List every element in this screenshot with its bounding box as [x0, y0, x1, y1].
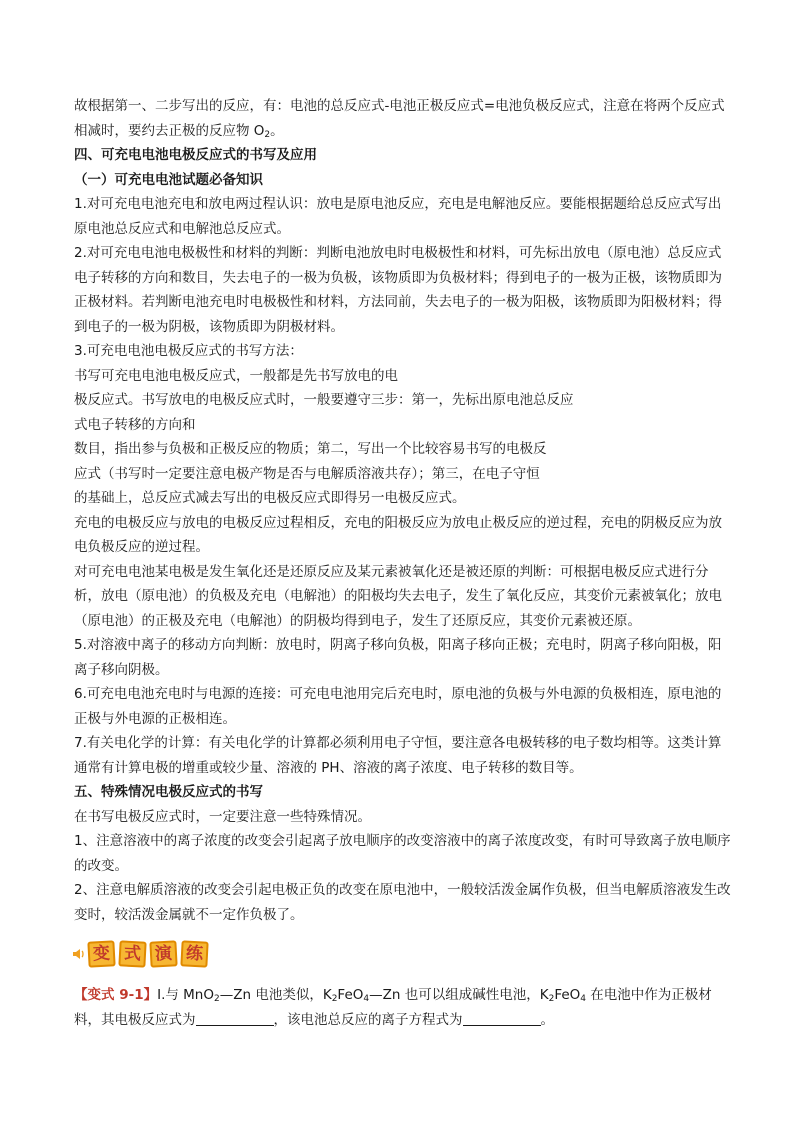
banner-char: 变	[87, 940, 115, 967]
paragraph-4-3-line: 应式（书写时一定要注意电极产物是否与电解质溶液共存）；第三，在电子守恒	[74, 465, 540, 482]
paragraph-4-3-line: 的基础上，总反应式减去写出的电极反应式即得另一电极反应式。	[74, 490, 466, 506]
exercise-question: 【变式 9-1】Ⅰ.与 MnO$_2$—Zn 电池类似，$K_2FeO_4—Zn$ 也可以组成碱性电池，$K_2FeO_4$ 在电池中作为正极材料，其电极反应式为 ，该电池总反应的离子方程式为 。	[74, 987, 712, 1028]
section-4-subheading: （一）可充电电池试题必备知识	[74, 171, 263, 188]
paragraph-4-3-line: 极反应式。书写放电的电极反应式时，一般要遵守三步：第一，先标出原电池总反应式电子转移的方向和	[74, 392, 574, 433]
paragraph-4-3-body	[74, 364, 734, 511]
answer-blank-ionic-equation[interactable]	[463, 1011, 541, 1026]
paragraph-intro: 故根据第一、二步写出的反应，有：电池的总反应式-电池正极反应式=电池负极反应式，注意在将两个反应式相减时，要约去正极的反应物 $O_2$。	[74, 98, 725, 140]
paragraph-4-1: 1.对可充电电池充电和放电两过程认识：放电是原电池反应，充电是电解池反应。要能根据题给总反应式写出原电池总反应式和电解池总反应式。	[74, 196, 722, 237]
banner-char: 练	[180, 940, 208, 967]
document-content	[74, 94, 734, 1032]
section-4-heading: 四、可充电电池电极反应式的书写及应用	[74, 147, 317, 163]
paragraph-4-4: 充电的电极反应与放电的电极反应过程相反，充电的阳极反应为放电止极反应的逆过程，充电的阴极反应为放电负极反应的逆过程。	[74, 514, 722, 555]
section-5-heading: 五、特殊情况电极反应式的书写	[74, 784, 263, 800]
banner-char: 演	[149, 940, 177, 967]
paragraph-4-3-line: 数目，指出参与负极和正极反应的物质；第二，写出一个比较容易书写的电极反	[74, 441, 547, 457]
paragraph-4-6: 5.对溶液中离子的移动方向判断：放电时，阴离子移向负极，阳离子移向正极；充电时，阴离子移向阳极，阳离子移向阴极。	[74, 637, 722, 678]
paragraph-4-2: 2.对可充电电池电极极性和材料的判断：判断电池放电时电极极性和材料，可先标出放电（原电池）总反应式电子转移的方向和数目，失去电子的一极为负极，该物质即为负极材料；得到电子的一极为正极，该物质即为正极材料。若判断电池充电时电极极性和材料，方法同前，失去电子的一极为阳极，该物质即为阳极材料；得到电子的一极为阴极，该物质即为阴极材料。	[74, 245, 722, 335]
paragraph-4-7: 6.可充电电池充电时与电源的连接：可充电电池用完后充电时，原电池的负极与外电源的负极相连，原电池的正极与外电源的正极相连。	[74, 686, 722, 727]
answer-blank-electrode[interactable]	[196, 1011, 274, 1026]
paragraph-4-3-line: 书写可充电电池电极反应式，一般都是先书写放电的电	[74, 367, 398, 384]
banner-char: 式	[118, 940, 146, 967]
exercise-banner	[74, 941, 734, 973]
paragraph-5-2: 1、注意溶液中的离子浓度的改变会引起离子放电顺序的改变溶液中的离子浓度改变，有时可导致离子放电顺序的改变。	[74, 833, 731, 874]
banner-tiles	[88, 941, 212, 967]
paragraph-5-1: 在书写电极反应式时，一定要注意一些特殊情况。	[74, 808, 371, 825]
paragraph-4-5: 对可充电电池某电极是发生氧化还是还原反应及某元素被氧化还是被还原的判断：可根据电极反应式进行分析，放电（原电池）的负极及充电（电解池）的阳极均失去电子，发生了氧化反应，其变价元素被氧化；放电（原电池）的正极及充电（电解池）的阴极均得到电子，发生了还原反应，其变价元素被还原。	[74, 563, 722, 629]
paragraph-5-3: 2、注意电解质溶液的改变会引起电极正负的改变在原电池中，一般较活泼金属作负极，但当电解质溶液发生改变时，较活泼金属就不一定作负极了。	[74, 882, 731, 923]
speaker-icon	[72, 945, 86, 970]
paragraph-4-8: 7.有关电化学的计算：有关电化学的计算都必须利用电子守恒，要注意各电极转移的电子数均相等。这类计算通常有计算电极的增重或较少量、溶液的 PH、溶液的离子浓度、电子转移的数目等。	[74, 735, 722, 776]
paragraph-4-3-title: 3.可充电电池电极反应式的书写方法：	[74, 343, 303, 359]
exercise-tag: 【变式 9-1】	[74, 987, 158, 1003]
